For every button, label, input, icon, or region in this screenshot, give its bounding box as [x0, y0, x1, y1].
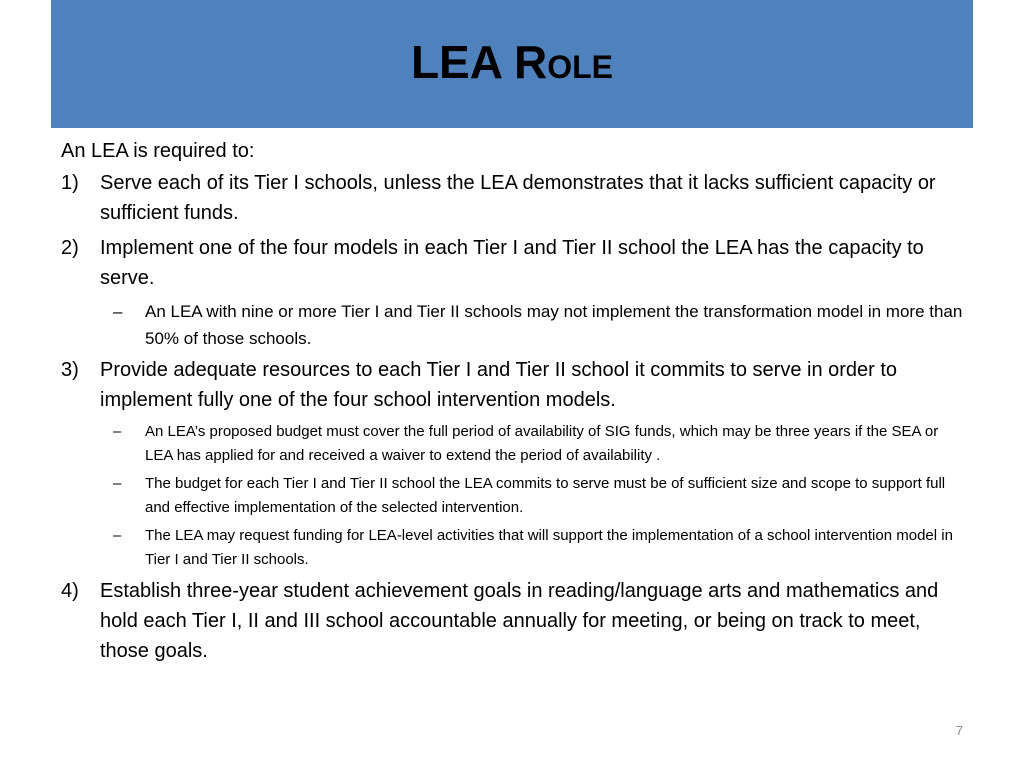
page-number: 7	[955, 723, 963, 738]
item-number: 4)	[61, 580, 79, 602]
list-item-3	[61, 355, 966, 415]
slide-content	[61, 136, 966, 671]
sub-item	[61, 524, 966, 572]
list-item-1	[61, 168, 966, 228]
list-item-2	[61, 233, 966, 293]
item-number: 1)	[61, 172, 79, 194]
sub-item-text: The LEA may request funding for LEA-level activities that will support the implementation of a school intervention model in Tier I and Tier II schools.	[145, 527, 953, 568]
list-item-4	[61, 576, 966, 666]
item-number: 2)	[61, 237, 79, 259]
item-number: 3)	[61, 359, 79, 381]
slide-title: LEA Role	[410, 36, 614, 88]
dash-bullet: –	[113, 527, 122, 544]
title-bar	[51, 0, 973, 128]
item-text: Establish three-year student achievement goals in reading/language arts and mathematics and hold each Tier I, II and III school accountable annually for meeting, or being on track to meet, those goals.	[100, 580, 939, 662]
sub-item	[61, 298, 966, 352]
intro-text: An LEA is required to:	[61, 140, 255, 162]
sub-item	[61, 420, 966, 468]
sub-item-text: An LEA with nine or more Tier I and Tier II schools may not implement the transformation model in more than 50% of those schools.	[145, 302, 963, 348]
item-text: Implement one of the four models in each Tier I and Tier II school the LEA has the capacity to serve.	[100, 237, 924, 289]
sub-item	[61, 472, 966, 520]
dash-bullet: –	[113, 302, 123, 321]
sub-item-text: The budget for each Tier I and Tier II school the LEA commits to serve must be of sufficient size and scope to support full and effective implementation of the selected intervention.	[145, 475, 946, 516]
item-text: Serve each of its Tier I schools, unless the LEA demonstrates that it lacks sufficient capacity or sufficient funds.	[100, 172, 936, 224]
dash-bullet: –	[113, 423, 122, 440]
item-text: Provide adequate resources to each Tier I and Tier II school it commits to serve in order to implement fully one of the four school intervention models.	[100, 359, 898, 411]
dash-bullet: –	[113, 475, 122, 492]
sub-item-text: An LEA’s proposed budget must cover the full period of availability of SIG funds, which may be three years if the SEA or LEA has applied for and received a waiver to extend the period of availability .	[145, 423, 939, 464]
